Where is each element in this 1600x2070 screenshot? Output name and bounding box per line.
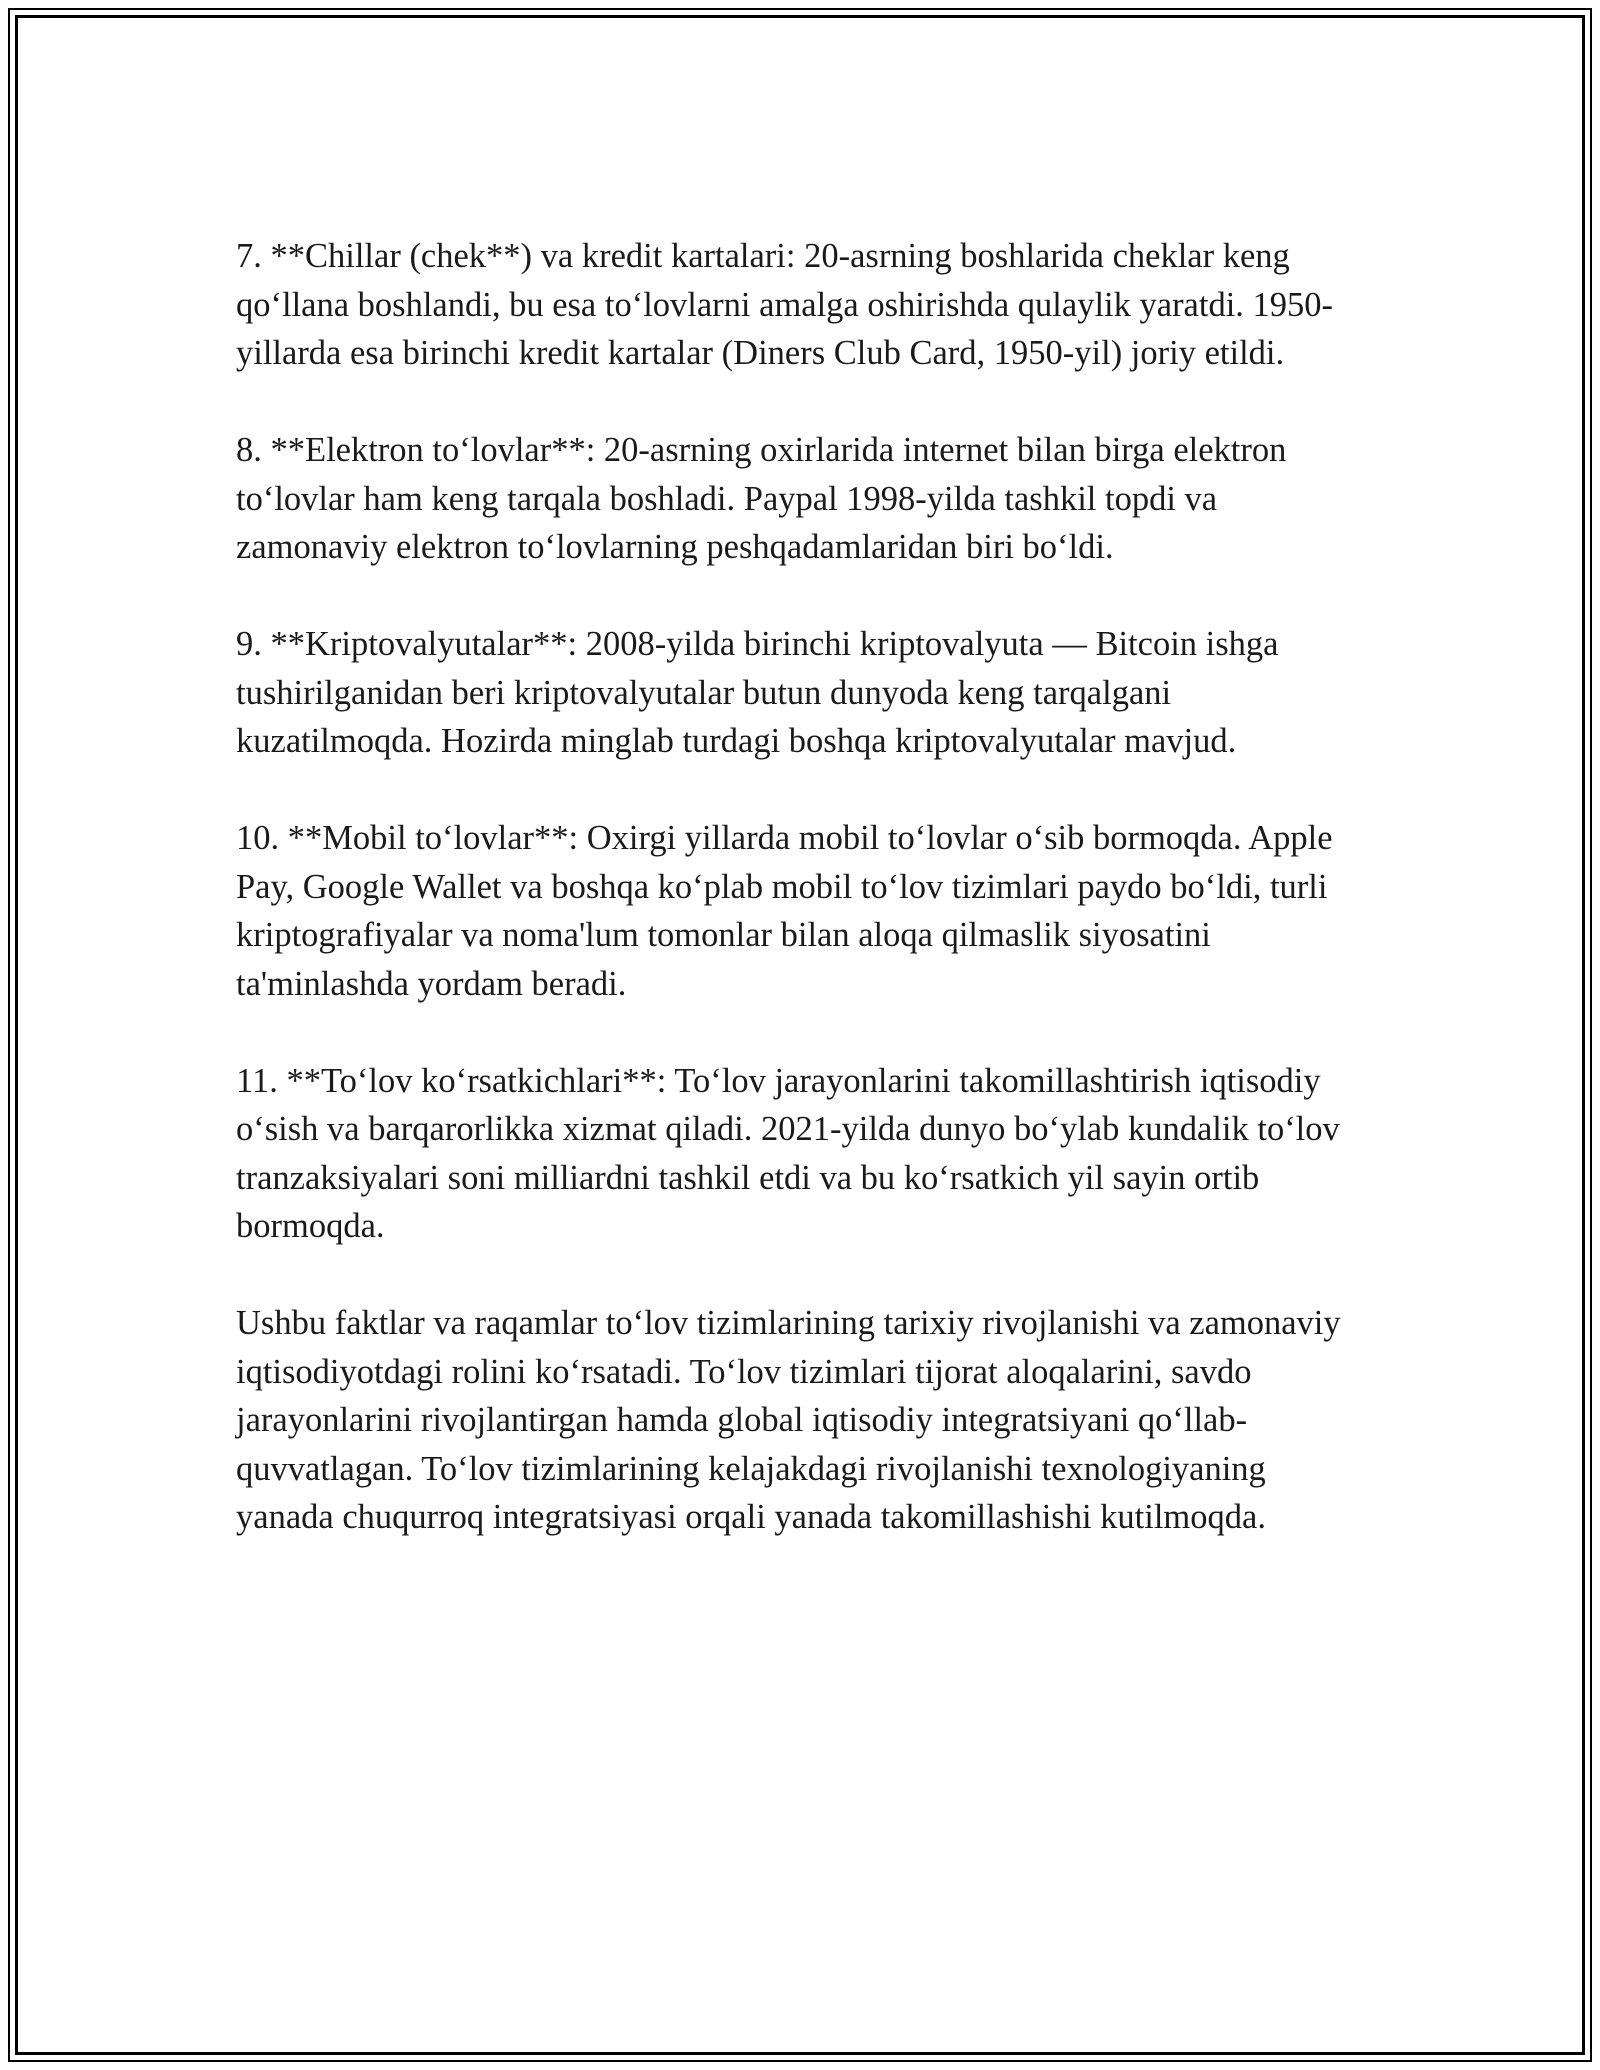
paragraph-item-9: 9. **Kriptovalyutalar**: 2008-yilda birinchi kriptovalyuta — Bitcoin ishga tushirilganidan beri kriptovalyutalar butun dunyoda keng tarqalgani kuzatilmoqda. Hozirda minglab turdagi boshqa kriptovalyutalar mavjud. xyxy=(236,625,1279,760)
paragraph-item-8: 8. **Elektron to‘lovlar**: 20-asrning oxirlarida internet bilan birga elektron to‘lovlar ham keng tarqala boshladi. Paypal 1998-yilda tashkil topdi va zamonaviy elektron to‘lovlarning peshqadamlaridan biri bo‘ldi. xyxy=(236,431,1287,566)
paragraph-item-10: 10. **Mobil to‘lovlar**: Oxirgi yillarda mobil to‘lovlar o‘sib bormoqda. Apple Pay, Google Wallet va boshqa ko‘plab mobil to‘lov tizimlari paydo bo‘ldi, turli kriptografiyalar va noma'lum tomonlar bilan aloqa qilmaslik siyosatini ta'minlashda yordam beradi. xyxy=(236,819,1333,1003)
paragraph-item-11: 11. **To‘lov ko‘rsatkichlari**: To‘lov jarayonlarini takomillashtirish iqtisodiy o‘sish va barqarorlikka xizmat qiladi. 2021-yilda dunyo bo‘ylab kundalik to‘lov tranzaksiyalari soni milliardni tashkil etdi va bu ko‘rsatkich yil sayin ortib bormoqda. xyxy=(236,1061,1340,1245)
paragraph-conclusion: Ushbu faktlar va raqamlar to‘lov tizimlarining tarixiy rivojlanishi va zamonaviy iqtisodiyotdagi rolini ko‘rsatadi. To‘lov tizimlari tijorat aloqalarini, savdo jarayonlarini rivojlantirgan hamda global iqtisodiy integratsiyani qo‘llab-quvvatlagan. To‘lov tizimlarining kelajakdagi rivojlanishi texnologiyaning yanada chuqurroq integratsiyasi orqali yanada takomillashishi kutilmoqda. xyxy=(236,1304,1341,1536)
paragraph-item-7: 7. **Chillar (chek**) va kredit kartalari: 20-asrning boshlarida cheklar keng qo‘llana boshlandi, bu esa to‘lovlarni amalga oshirishda qulaylik yaratdi. 1950-yillarda esa birinchi kredit kartalar (Diners Club Card, 1950-yil) joriy etildi. xyxy=(236,237,1334,372)
document-body xyxy=(236,232,1366,1590)
